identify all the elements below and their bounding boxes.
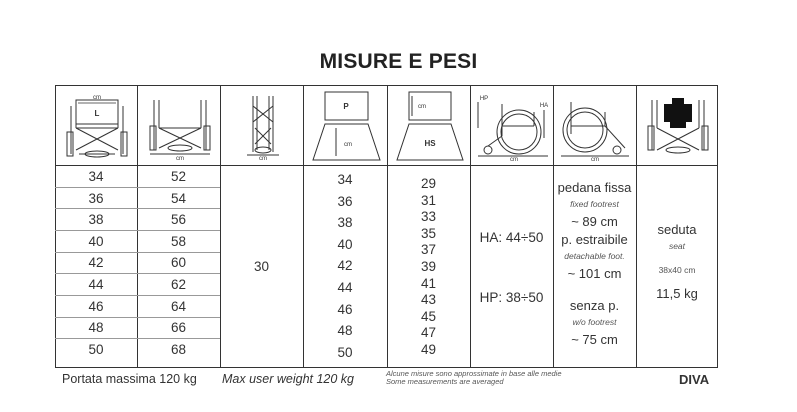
seat-width-values xyxy=(55,166,137,360)
fixed-footrest-sub: fixed footrest xyxy=(570,199,619,209)
weight-values xyxy=(636,221,718,303)
diagram-hs-label: HS xyxy=(424,139,436,148)
list-item: 45 xyxy=(420,308,437,324)
length-diagram xyxy=(557,88,634,161)
measurement-note-en: Some measurements are averaged xyxy=(386,377,504,386)
measurements-table xyxy=(55,85,718,368)
list-item: 48 xyxy=(337,323,353,339)
diagram-unit-label: cm xyxy=(510,157,518,161)
list-item: 44 xyxy=(337,279,353,295)
diagram-unit-label: cm xyxy=(418,104,426,110)
seat-depth-diagram xyxy=(308,88,385,161)
no-footrest-value: ~ 75 cm xyxy=(571,332,618,347)
list-item: 40 xyxy=(337,236,353,252)
list-item: 29 xyxy=(420,176,437,191)
folded-width-value: 30 xyxy=(253,259,270,274)
list-item: 54 xyxy=(170,190,187,206)
fixed-footrest-value: ~ 89 cm xyxy=(571,214,618,229)
list-item: 49 xyxy=(420,341,437,357)
brand-name: DIVA xyxy=(679,372,710,387)
list-item: 34 xyxy=(88,169,104,184)
armrest-height-value: HA: 44÷50 xyxy=(479,230,544,245)
seat-height-values xyxy=(387,176,470,359)
list-item: 47 xyxy=(420,325,437,341)
list-item: 46 xyxy=(88,298,104,314)
detachable-footrest-label: p. estraibile xyxy=(561,232,628,247)
diagram-unit-label: cm xyxy=(176,156,184,161)
diagram-p-label: P xyxy=(343,102,349,111)
list-item: 39 xyxy=(420,258,437,274)
list-item: 50 xyxy=(88,341,104,357)
list-item: 43 xyxy=(420,292,437,308)
list-item: 38 xyxy=(337,215,353,231)
overall-width-values xyxy=(137,166,220,360)
column-divider xyxy=(220,85,221,368)
seat-size: 38x40 cm xyxy=(658,265,696,275)
diagram-hp-label: HP xyxy=(479,96,489,102)
list-item: 66 xyxy=(170,320,187,336)
measurement-note xyxy=(386,370,562,386)
seat-depth-values xyxy=(303,169,387,363)
list-item: 60 xyxy=(170,255,187,271)
max-capacity-en: Max user weight 120 kg xyxy=(222,372,355,386)
list-item: 37 xyxy=(420,242,437,258)
seat-width-diagram xyxy=(59,88,135,161)
weight-value: 11,5 kg xyxy=(656,286,698,301)
list-item: 68 xyxy=(170,341,187,357)
list-item: 50 xyxy=(337,344,353,360)
list-item: 34 xyxy=(337,172,353,187)
seat-height-diagram xyxy=(392,88,468,161)
seat-sub: seat xyxy=(668,241,686,251)
diagram-unit-label: cm xyxy=(259,156,267,161)
page-title: MISURE E PESI xyxy=(319,50,478,73)
folded-width-diagram xyxy=(225,88,301,161)
list-item: 62 xyxy=(170,276,187,292)
list-item: 56 xyxy=(170,212,187,228)
fixed-footrest-label: pedana fissa xyxy=(557,180,632,195)
list-item: 38 xyxy=(88,212,104,228)
detachable-footrest-sub: detachable foot. xyxy=(564,251,625,261)
diagram-unit-label: cm xyxy=(93,95,101,101)
seat-label: seduta xyxy=(657,222,697,237)
diagram-unit-label: cm xyxy=(344,142,352,148)
list-item: 42 xyxy=(88,255,104,271)
no-footrest-sub: w/o footrest xyxy=(572,317,617,327)
no-footrest-label: senza p. xyxy=(569,298,620,313)
list-item: 40 xyxy=(88,233,104,249)
diagram-unit-label: cm xyxy=(591,157,599,161)
list-item: 64 xyxy=(170,298,187,314)
list-item: 41 xyxy=(420,275,437,291)
list-item: 31 xyxy=(420,192,437,208)
max-capacity-it: Portata massima 120 kg xyxy=(62,372,197,386)
list-item: 35 xyxy=(420,225,437,241)
measurement-note-it: Alcune misure sono approssimate in base alle medie xyxy=(386,369,562,378)
list-item: 46 xyxy=(337,301,353,317)
diagram-l-label: L xyxy=(94,109,100,118)
list-item: 58 xyxy=(170,233,187,249)
list-item: 48 xyxy=(88,320,104,336)
list-item: 42 xyxy=(337,258,353,274)
list-item: 44 xyxy=(88,276,104,292)
diagram-ha-label: HA xyxy=(539,103,549,109)
length-values xyxy=(553,179,636,349)
list-item: 33 xyxy=(420,209,437,225)
list-item: 36 xyxy=(88,190,104,206)
detachable-footrest-value: ~ 101 cm xyxy=(567,266,622,281)
backrest-height-value: HP: 38÷50 xyxy=(479,290,544,305)
list-item: 36 xyxy=(337,193,353,209)
overall-width-diagram xyxy=(142,88,218,161)
list-item: 52 xyxy=(170,169,187,184)
weight-diagram xyxy=(640,88,716,161)
armrest-height-diagram xyxy=(474,88,552,161)
